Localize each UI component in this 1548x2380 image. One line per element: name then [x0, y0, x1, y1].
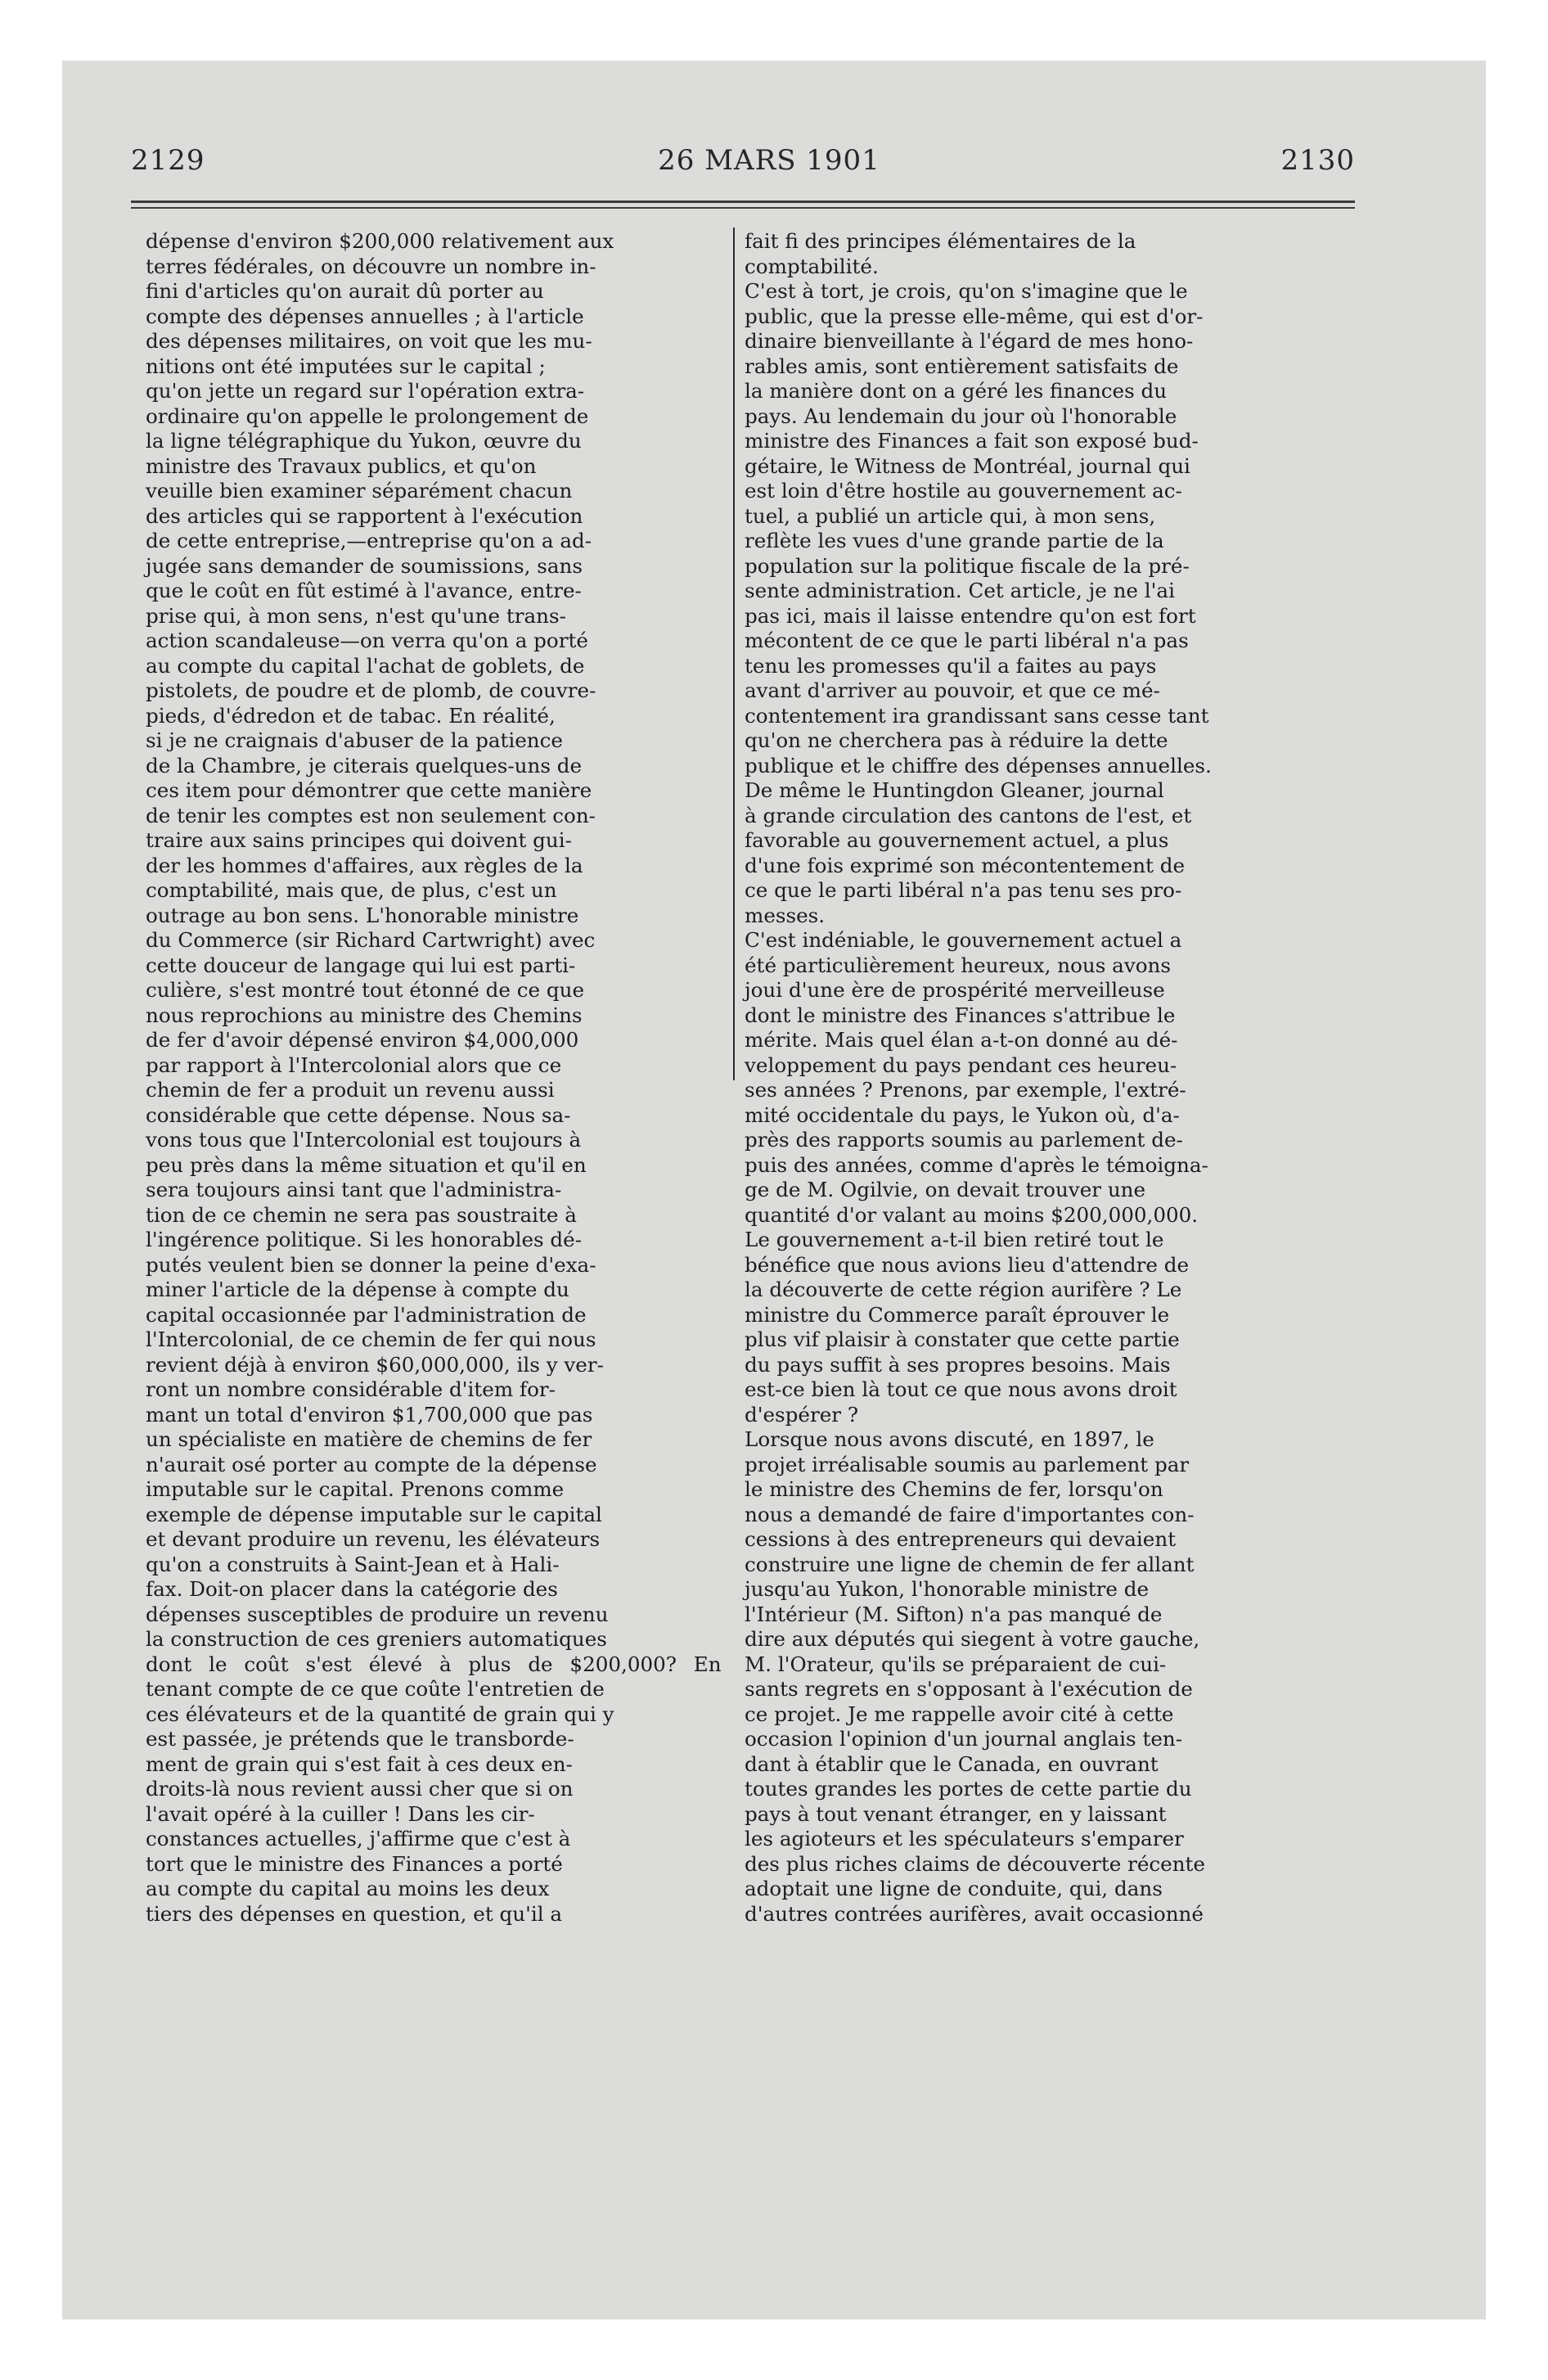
text-line: tenant compte de ce que coûte l'entretien de	[146, 1677, 605, 1701]
text-line: la manière dont on a géré les finances du	[745, 379, 1168, 403]
text-line: traire aux sains principes qui doivent gui-	[146, 828, 572, 852]
text-line: tuel, a publié un article qui, à mon sens,	[745, 503, 1156, 528]
text-line: ge de M. Ogilvie, on devait trouver une	[745, 1178, 1146, 1201]
text-line: cette douceur de langage qui lui est parti-	[146, 953, 576, 977]
text-line: dinaire bienveillante à l'égard de mes hono-	[745, 329, 1194, 353]
text-line: C'est à tort, je crois, qu'on s'imagine que le	[745, 279, 1188, 303]
header-rule	[131, 201, 1355, 203]
text-line: rables amis, sont entièrement satisfaits de	[745, 354, 1179, 378]
text-line: de cette entreprise,—entreprise qu'on a ad-	[146, 529, 592, 552]
text-line: dire aux députés qui siegent à votre gauche,	[745, 1627, 1200, 1651]
text-line: vons tous que l'Intercolonial est toujours à	[146, 1128, 582, 1152]
text-line: des plus riches claims de découverte récente	[745, 1851, 1205, 1876]
text-line: pays. Au lendemain du jour où l'honorable	[745, 403, 1177, 428]
text-line: sera toujours ainsi tant que l'administra-	[146, 1178, 562, 1201]
text-line: construire une ligne de chemin de fer allant	[745, 1552, 1195, 1576]
text-line: chemin de fer a produit un revenu aussi	[146, 1078, 555, 1102]
text-line: C'est indéniable, le gouvernement actuel a	[745, 928, 1182, 952]
text-line: ministre du Commerce paraît éprouver le	[745, 1302, 1170, 1327]
column-divider	[733, 228, 735, 1080]
text-line: Lorsque nous avons discuté, en 1897, le	[745, 1427, 1154, 1451]
text-line: de fer d'avoir dépensé environ $4,000,000	[146, 1028, 579, 1052]
text-line: fait fi des principes élémentaires de la	[745, 229, 1136, 253]
text-line: n'aurait osé porter au compte de la dépense	[146, 1452, 597, 1476]
left-column	[146, 229, 722, 1927]
text-line: Le gouvernement a-t-il bien retiré tout le	[745, 1228, 1164, 1251]
text-line: considérable que cette dépense. Nous sa-	[146, 1102, 571, 1127]
text-line: est loin d'être hostile au gouvernement ac-	[745, 479, 1182, 503]
text-line: culière, s'est montré tout étonné de ce que	[146, 978, 585, 1002]
text-line: la construction de ces greniers automatiques	[146, 1627, 607, 1651]
text-line: l'ingérence politique. Si les honorables dé-	[146, 1228, 583, 1251]
text-line: bénéfice que nous avions lieu d'attendre de	[745, 1252, 1190, 1277]
text-line: plus vif plaisir à constater que cette partie	[745, 1327, 1180, 1351]
text-line: du pays suffit à ses propres besoins. Mais	[745, 1352, 1171, 1377]
text-line: par rapport à l'Intercolonial alors que ce	[146, 1053, 562, 1077]
text-line: tion de ce chemin ne sera pas soustraite à	[146, 1202, 577, 1227]
text-line: tiers des dépenses en question, et qu'il a	[146, 1901, 563, 1926]
text-line: qu'on ne cherchera pas à réduire la dette	[745, 728, 1168, 752]
text-line: mécontent de ce que le parti libéral n'a pas	[745, 629, 1189, 652]
text-line: ses années ? Prenons, par exemple, l'extré-	[745, 1078, 1186, 1102]
text-line: terres fédérales, on découvre un nombre in-	[146, 254, 596, 278]
text-line: d'une fois exprimé son mécontentement de	[745, 853, 1186, 877]
text-line: capital occasionnée par l'administration de	[146, 1302, 587, 1327]
text-line: d'espérer ?	[745, 1402, 859, 1427]
text-line: pistolets, de poudre et de plomb, de couvre-	[146, 678, 596, 702]
text-line: pieds, d'édredon et de tabac. En réalité,	[146, 703, 556, 728]
text-line: dépense d'environ $200,000 relativement aux	[146, 229, 614, 253]
text-line: la découverte de cette région aurifère ? Le	[745, 1278, 1182, 1301]
text-line: l'Intercolonial, de ce chemin de fer qui nous	[146, 1327, 596, 1351]
text-line: gétaire, le Witness de Montréal, journal qui	[745, 453, 1190, 478]
text-line: messes.	[745, 903, 826, 927]
text-line: nitions ont été imputées sur le capital ;	[146, 354, 546, 378]
text-line: sente administration. Cet article, je ne l'ai	[745, 579, 1175, 602]
text-line: ces élévateurs et de la quantité de grain qui y	[146, 1702, 614, 1726]
text-line: putés veulent bien se donner la peine d'exa-	[146, 1252, 596, 1277]
text-line: été particulièrement heureux, nous avons	[745, 953, 1171, 977]
text-line: jugée sans demander de soumissions, sans	[146, 553, 583, 578]
text-line: projet irréalisable soumis au parlement par	[745, 1452, 1190, 1476]
text-line: mité occidentale du pays, le Yukon où, d'a-	[745, 1102, 1180, 1127]
text-line: fini d'articles qu'on aurait dû porter au	[146, 279, 544, 303]
text-line: reflète les vues d'une grande partie de la	[745, 529, 1164, 552]
text-line: der les hommes d'affaires, aux règles de la	[146, 853, 583, 877]
text-line: la ligne télégraphique du Yukon, œuvre du	[146, 429, 582, 453]
right-column	[745, 229, 1350, 1927]
text-line: est-ce bien là tout ce que nous avons droit	[745, 1377, 1177, 1401]
text-line: veuille bien examiner séparément chacun	[146, 479, 573, 503]
text-line: au compte du capital l'achat de goblets, de	[146, 653, 585, 678]
text-line: occasion l'opinion d'un journal anglais ten-	[745, 1727, 1183, 1751]
header-rule-double	[131, 207, 1355, 209]
text-line: ces item pour démontrer que cette manière	[146, 778, 592, 802]
text-line: l'Intérieur (M. Sifton) n'a pas manqué de	[745, 1602, 1163, 1626]
text-line: contentement ira grandissant sans cesse tant	[745, 703, 1209, 728]
text-line: M. l'Orateur, qu'ils se préparaient de cui-	[745, 1652, 1167, 1676]
text-line: le ministre des Chemins de fer, lorsqu'on	[745, 1477, 1163, 1501]
text-line: sants regrets en s'opposant à l'exécution de	[745, 1677, 1193, 1701]
text-line: qu'on a construits à Saint-Jean et à Hali-	[146, 1552, 560, 1576]
text-line: fax. Doit-on placer dans la catégorie des	[146, 1577, 558, 1601]
text-line: dant à établir que le Canada, en ouvrant	[745, 1751, 1159, 1776]
text-line: tenu les promesses qu'il a faites au pays	[745, 653, 1157, 678]
text-line: action scandaleuse—on verra qu'on a porté	[146, 629, 588, 652]
text-line: pays à tout venant étranger, en y laissant	[745, 1801, 1167, 1826]
text-line: est passée, je prétends que le transborde-	[146, 1727, 574, 1751]
text-line: ce que le parti libéral n'a pas tenu ses pro-	[745, 878, 1182, 902]
text-line: mant un total d'environ $1,700,000 que pas	[146, 1402, 593, 1427]
page-number-right: 2130	[1280, 144, 1355, 177]
text-line: des articles qui se rapportent à l'exécution	[146, 503, 583, 528]
text-line: favorable au gouvernement actuel, a plus	[745, 828, 1169, 852]
text-line: l'avait opéré à la cuiller ! Dans les cir-	[146, 1801, 535, 1826]
text-line: d'autres contrées aurifères, avait occasionné	[745, 1901, 1204, 1926]
text-line: imputable sur le capital. Prenons comme	[146, 1477, 565, 1501]
text-line: de la Chambre, je citerais quelques-uns de	[146, 753, 583, 778]
text-line: constances actuelles, j'affirme que c'est à	[146, 1827, 571, 1850]
text-line: cessions à des entrepreneurs qui devaient	[745, 1527, 1177, 1551]
text-line: comptabilité, mais que, de plus, c'est un	[146, 878, 557, 902]
text-line: avant d'arriver au pouvoir, et que ce mé-	[745, 678, 1160, 702]
text-line: comptabilité.	[745, 254, 879, 278]
text-line: ce projet. Je me rappelle avoir cité à cette	[745, 1702, 1174, 1726]
text-line: adoptait une ligne de conduite, qui, dans	[745, 1877, 1163, 1900]
text-line: et devant produire un revenu, les élévateurs	[146, 1527, 601, 1551]
text-line: compte des dépenses annuelles ; à l'article	[146, 304, 584, 328]
text-line: qu'on jette un regard sur l'opération extra-	[146, 379, 585, 403]
text-line: jusqu'au Yukon, l'honorable ministre de	[745, 1577, 1150, 1601]
text-line: ministre des Travaux publics, et qu'on	[146, 453, 537, 478]
text-line: droits-là nous revient aussi cher que si on	[146, 1777, 574, 1801]
text-line: toutes grandes les portes de cette partie du	[745, 1777, 1192, 1801]
text-line: quantité d'or valant au moins $200,000,000.	[745, 1202, 1199, 1227]
text-line: joui d'une ère de prospérité merveilleuse	[745, 978, 1165, 1002]
text-line: des dépenses militaires, on voit que les mu-	[146, 329, 592, 353]
text-line: au compte du capital au moins les deux	[146, 1877, 550, 1900]
page-number-left: 2129	[131, 144, 205, 177]
text-line: que le coût en fût estimé à l'avance, entre-	[146, 579, 582, 602]
text-line: nous a demandé de faire d'importantes con-	[745, 1502, 1195, 1526]
text-line: un spécialiste en matière de chemins de fer	[146, 1427, 592, 1451]
text-line: peu près dans la même situation et qu'il en	[146, 1152, 587, 1177]
page-date: 26 MARS 1901	[658, 144, 880, 177]
text-line: De même le Huntingdon Gleaner, journal	[745, 778, 1164, 802]
text-line: ment de grain qui s'est fait à ces deux en-	[146, 1751, 573, 1776]
text-line: public, que la presse elle-même, qui est d'or-	[745, 304, 1204, 328]
text-line: mérite. Mais quel élan a-t-on donné au dé-	[745, 1028, 1178, 1052]
text-line: près des rapports soumis au parlement de-	[745, 1128, 1183, 1152]
text-line: tort que le ministre des Finances a porté	[146, 1851, 563, 1876]
text-line: les agioteurs et les spéculateurs s'emparer	[745, 1827, 1184, 1850]
text-line: de tenir les comptes est non seulement con-	[146, 803, 596, 827]
text-line: nous reprochions au ministre des Chemins	[146, 1003, 583, 1027]
text-line: exemple de dépense imputable sur le capital	[146, 1502, 602, 1526]
text-line: revient déjà à environ $60,000,000, ils y ver-	[146, 1352, 604, 1377]
text-line: dont le ministre des Finances s'attribue le	[745, 1003, 1176, 1027]
text-line: ministre des Finances a fait son exposé bud-	[745, 429, 1199, 453]
text-line: population sur la politique fiscale de la pré-	[745, 553, 1190, 578]
text-line: outrage au bon sens. L'honorable ministre	[146, 903, 579, 927]
text-line: pas ici, mais il laisse entendre qu'on est fort	[745, 603, 1196, 628]
text-line: puis des années, comme d'après le témoigna-	[745, 1152, 1208, 1177]
text-line: ront un nombre considérable d'item for-	[146, 1377, 556, 1401]
text-line: à grande circulation des cantons de l'est, et	[745, 803, 1192, 827]
text-line: dont le coût s'est élevé à plus de $200,000? En	[146, 1652, 722, 1676]
text-line: publique et le chiffre des dépenses annuelles.	[745, 753, 1212, 778]
text-line: si je ne craignais d'abuser de la patience	[146, 728, 563, 752]
text-line: veloppement du pays pendant ces heureu-	[745, 1053, 1177, 1077]
text-line: dépenses susceptibles de produire un revenu	[146, 1602, 609, 1626]
text-line: ordinaire qu'on appelle le prolongement de	[146, 403, 589, 428]
text-line: du Commerce (sir Richard Cartwright) avec	[146, 928, 596, 952]
text-line: prise qui, à mon sens, n'est qu'une trans-	[146, 603, 566, 628]
text-line: miner l'article de la dépense à compte du	[146, 1278, 569, 1301]
